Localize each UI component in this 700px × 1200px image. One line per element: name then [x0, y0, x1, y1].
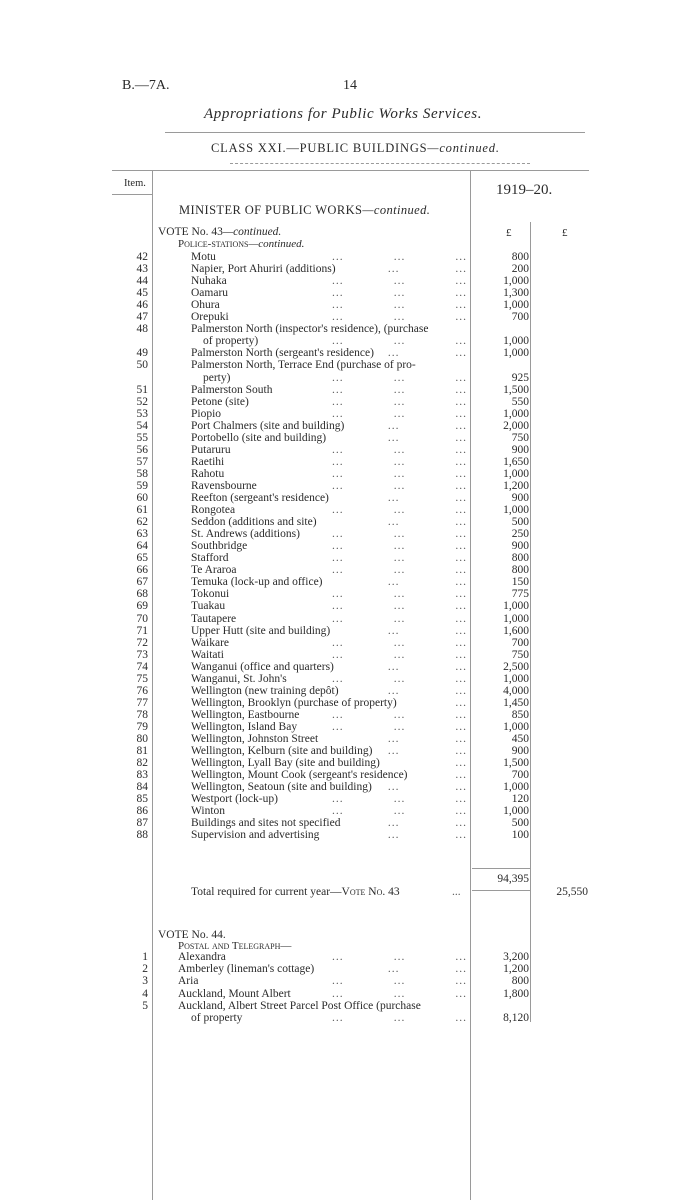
item-description: Oamaru	[191, 287, 229, 300]
total-text: Total required for current year—	[191, 886, 342, 898]
item-description: Rahotu	[191, 467, 225, 480]
dot-leader: ... ...	[387, 745, 467, 758]
item-number: 64	[136, 540, 148, 553]
dot-leader: ... ... ...	[332, 528, 467, 541]
item-description: Motu	[191, 251, 216, 263]
item-amount: 1,000	[503, 600, 529, 613]
item-amount: 100	[511, 829, 529, 842]
dot-leader: ... ... ...	[332, 564, 467, 577]
dot-leader: ... ... ...	[332, 287, 467, 300]
item-number: 63	[136, 528, 148, 541]
dot-leader: ... ... ...	[332, 504, 467, 517]
item-description: Winton	[191, 805, 226, 818]
item-amount: 750	[511, 648, 529, 661]
year-column-header: 1919–20.	[496, 182, 553, 198]
item-number: 2	[142, 963, 148, 976]
dot-leader: ... ... ...	[332, 467, 467, 480]
dot-leader: ... ... ...	[332, 407, 467, 420]
item-description: Ravensbourne	[191, 479, 257, 492]
vote-43-suffix: —continued.	[222, 226, 282, 238]
item-amount: 775	[511, 588, 529, 601]
dot-leader: ... ...	[387, 684, 467, 697]
item-description: Palmerston North, Terrace End (purchase of pro-	[191, 359, 416, 372]
item-amount: 3,200	[503, 951, 529, 963]
item-number: 80	[136, 733, 148, 745]
ministry-title: MINISTER OF PUBLIC WORKS	[179, 203, 363, 217]
item-description: Piopio	[191, 407, 222, 420]
item-amount: 1,800	[503, 987, 529, 1000]
vote-44-heading: VOTE No. 44.	[158, 929, 226, 941]
item-number: 45	[136, 287, 148, 300]
ministry-suffix: —continued.	[362, 203, 431, 217]
item-amount: 450	[511, 733, 529, 745]
dot-leader: ... ... ...	[332, 335, 467, 348]
item-amount: 850	[511, 708, 529, 721]
item-description: Wanganui (office and quarters)	[191, 660, 334, 673]
item-header-rule	[112, 194, 152, 195]
vote-43-category-suffix: —continued.	[248, 238, 305, 250]
item-number: 69	[136, 600, 148, 613]
item-amount: 900	[511, 540, 529, 553]
item-amount: 1,500	[503, 383, 529, 396]
item-description: Port Chalmers (site and building)	[191, 419, 345, 432]
item-amount: 700	[511, 769, 529, 782]
item-number: 61	[136, 504, 148, 517]
item-description: Wanganui, St. John's	[191, 672, 287, 685]
item-amount: 250	[511, 528, 529, 541]
dot-leader: ... ... ...	[332, 1012, 467, 1024]
currency-column-2: £	[562, 227, 568, 239]
item-amount: 700	[511, 636, 529, 649]
item-amount: 700	[511, 311, 529, 324]
item-description: Rongotea	[191, 504, 236, 517]
vote-43-total-label	[191, 886, 400, 898]
item-number: 71	[136, 624, 148, 637]
item-number: 55	[136, 431, 148, 444]
item-description: Wellington, Seatoun (site and building)	[191, 781, 372, 794]
item-number: 62	[136, 516, 148, 529]
item-number: 46	[136, 299, 148, 312]
item-number: 43	[136, 263, 148, 276]
dot-leader: ... ... ...	[332, 371, 467, 384]
item-column-header: Item.	[124, 178, 146, 189]
item-description: Tuakau	[191, 600, 226, 613]
dot-leader: ... ... ...	[332, 311, 467, 324]
item-description: Waikare	[191, 636, 230, 649]
item-amount: 1,000	[503, 407, 529, 420]
item-number: 56	[136, 443, 148, 456]
item-amount: 500	[511, 817, 529, 830]
item-number: 84	[136, 781, 148, 794]
item-amount: 1,000	[503, 672, 529, 685]
item-description: perty)	[203, 371, 231, 384]
class-title: CLASS XXI.—PUBLIC BUILDINGS	[211, 141, 428, 155]
page-number: 14	[343, 78, 357, 93]
item-number: 3	[142, 975, 148, 988]
item-amount: 1,000	[503, 335, 529, 348]
amount-column-right-rule	[530, 222, 531, 1022]
item-number: 83	[136, 769, 148, 782]
item-amount: 900	[511, 492, 529, 504]
item-description: Westport (lock-up)	[191, 793, 278, 806]
vote-43-subtotal: 94,395	[497, 873, 529, 885]
table-top-rule	[112, 170, 589, 171]
item-number: 42	[136, 251, 148, 263]
item-description: Raetihi	[191, 455, 225, 468]
dot-leader: ... ...	[387, 963, 467, 976]
dot-leader: ... ... ...	[332, 540, 467, 553]
item-number: 68	[136, 588, 148, 601]
item-number: 88	[136, 829, 148, 842]
item-description: Wellington, Island Bay	[191, 720, 298, 733]
item-description: Seddon (additions and site)	[191, 516, 317, 529]
item-description: Orepuki	[191, 311, 229, 324]
item-description: Reefton (sergeant's residence)	[191, 492, 329, 504]
currency-column-1: £	[506, 227, 512, 239]
item-number: 75	[136, 672, 148, 685]
class-suffix: —continued.	[427, 141, 500, 155]
dot-leader: ... ... ...	[332, 793, 467, 806]
dot-leader: ... ... ...	[332, 720, 467, 733]
item-amount: 1,000	[503, 612, 529, 625]
dot-leader: ...	[455, 757, 467, 770]
item-amount: 1,000	[503, 299, 529, 312]
item-number: 74	[136, 660, 148, 673]
dot-leader: ... ... ...	[332, 552, 467, 565]
item-column-rule	[152, 170, 153, 1200]
dot-leader: ... ...	[387, 347, 467, 360]
dot-leader: ... ... ...	[332, 612, 467, 625]
item-amount: 925	[511, 371, 529, 384]
item-description: of property)	[203, 335, 259, 348]
item-description: Palmerston North (sergeant's residence)	[191, 347, 374, 360]
item-number: 54	[136, 419, 148, 432]
amount-column-left-rule	[470, 170, 471, 1200]
class-heading	[211, 141, 500, 156]
dot-leader: ... ... ...	[332, 951, 467, 963]
title-rule	[165, 132, 585, 133]
dot-leader: ... ...	[387, 431, 467, 444]
dot-leader: ... ... ...	[332, 672, 467, 685]
dot-leader: ... ...	[387, 781, 467, 794]
item-amount: 900	[511, 443, 529, 456]
page-title: Appropriations for Public Works Services.	[204, 106, 483, 122]
item-number: 59	[136, 479, 148, 492]
dot-leader: ... ...	[387, 516, 467, 529]
item-description: Palmerston North (inspector's residence), (purchase	[191, 323, 429, 336]
vote-43-heading	[158, 226, 281, 238]
dot-leader: ... ... ...	[332, 975, 467, 988]
item-number: 4	[142, 987, 148, 1000]
dot-leader: ... ... ...	[332, 299, 467, 312]
item-number: 5	[142, 999, 148, 1012]
dot-leader: ...	[455, 769, 467, 782]
vote-43-total: 25,550	[556, 886, 588, 898]
item-amount: 1,000	[503, 805, 529, 818]
item-description: Putaruru	[191, 443, 231, 456]
item-description: Wellington, Brooklyn (purchase of property)	[191, 696, 397, 709]
dot-leader: ... ...	[387, 492, 467, 504]
vote-43-category-label: Police-stations	[178, 238, 249, 250]
item-number: 70	[136, 612, 148, 625]
item-number: 66	[136, 564, 148, 577]
item-number: 58	[136, 467, 148, 480]
dot-leader: ... ... ...	[332, 251, 467, 263]
item-description: St. Andrews (additions)	[191, 528, 300, 541]
dot-leader: ... ... ...	[332, 455, 467, 468]
item-number: 1	[142, 951, 148, 963]
total-vote-text: Vote No. 43	[341, 886, 400, 898]
dot-leader: ... ...	[387, 817, 467, 830]
item-amount: 1,200	[503, 963, 529, 976]
item-description: Nuhaka	[191, 275, 227, 288]
ministry-heading	[179, 203, 430, 218]
subtotal-top-rule	[472, 868, 530, 869]
item-description: Amberley (lineman's cottage)	[178, 963, 315, 976]
item-amount: 1,300	[503, 287, 529, 300]
item-description: Tokonui	[191, 588, 230, 601]
item-description: Waitati	[191, 648, 224, 661]
item-number: 73	[136, 648, 148, 661]
item-amount: 1,650	[503, 455, 529, 468]
item-number: 51	[136, 383, 148, 396]
item-description: Portobello (site and building)	[191, 431, 327, 444]
item-number: 81	[136, 745, 148, 758]
item-description: Buildings and sites not specified	[191, 817, 341, 830]
item-number: 72	[136, 636, 148, 649]
item-amount: 800	[511, 975, 529, 988]
vote-43-label: VOTE No. 43	[158, 226, 223, 238]
item-amount: 550	[511, 395, 529, 408]
item-amount: 1,000	[503, 720, 529, 733]
dot-leader: ... ... ...	[332, 588, 467, 601]
item-number: 50	[136, 359, 148, 372]
subtotal-bottom-rule	[472, 890, 530, 891]
item-description: Southbridge	[191, 540, 248, 553]
item-amount: 2,500	[503, 660, 529, 673]
item-amount: 120	[511, 793, 529, 806]
dot-leader: ... ... ...	[332, 383, 467, 396]
vote-44-category: Postal and Telegraph—	[178, 940, 292, 952]
item-description: Aria	[178, 975, 199, 988]
item-number: 82	[136, 757, 148, 770]
item-number: 52	[136, 395, 148, 408]
item-amount: 1,000	[503, 275, 529, 288]
item-number: 77	[136, 696, 148, 709]
item-description: Stafford	[191, 552, 229, 565]
item-amount: 500	[511, 516, 529, 529]
item-description: Upper Hutt (site and building)	[191, 624, 331, 637]
item-description: Wellington (new training depôt)	[191, 684, 339, 697]
dot-leader: ... ... ...	[332, 479, 467, 492]
item-description: Temuka (lock-up and office)	[191, 576, 323, 589]
dot-leader: ...	[455, 696, 467, 709]
dot-leader: ... ... ...	[332, 636, 467, 649]
dot-leader: ... ...	[387, 829, 467, 842]
item-amount: 8,120	[503, 1012, 529, 1024]
item-description: of property	[191, 1012, 243, 1024]
item-amount: 2,000	[503, 419, 529, 432]
item-number: 76	[136, 684, 148, 697]
dot-leader: ... ...	[387, 419, 467, 432]
item-number: 47	[136, 311, 148, 324]
item-description: Tautapere	[191, 612, 237, 625]
item-amount: 1,450	[503, 696, 529, 709]
item-number: 85	[136, 793, 148, 806]
item-amount: 4,000	[503, 684, 529, 697]
dot-leader: ... ... ...	[332, 275, 467, 288]
item-amount: 1,500	[503, 757, 529, 770]
item-description: Ohura	[191, 299, 220, 312]
report-reference: B.—7A.	[122, 78, 170, 93]
item-description: Te Araroa	[191, 564, 237, 577]
item-amount: 1,600	[503, 624, 529, 637]
item-number: 79	[136, 720, 148, 733]
dot-leader: ... ... ...	[332, 805, 467, 818]
item-amount: 1,000	[503, 504, 529, 517]
item-description: Wellington, Lyall Bay (site and building)	[191, 757, 380, 770]
item-number: 49	[136, 347, 148, 360]
item-amount: 150	[511, 576, 529, 589]
item-number: 48	[136, 323, 148, 336]
dot-leader: ... ... ...	[332, 600, 467, 613]
item-description: Palmerston South	[191, 383, 273, 396]
item-description: Supervision and advertising	[191, 829, 320, 842]
dot-leader: ... ...	[387, 624, 467, 637]
item-description: Wellington, Johnston Street	[191, 733, 319, 745]
item-number: 60	[136, 492, 148, 504]
item-amount: 1,200	[503, 479, 529, 492]
dot-leader: ... ... ...	[332, 987, 467, 1000]
item-description: Petone (site)	[191, 395, 249, 408]
item-amount: 750	[511, 431, 529, 444]
vote-43-category	[178, 238, 304, 250]
item-number: 53	[136, 407, 148, 420]
item-description: Wellington, Mount Cook (sergeant's residence)	[191, 769, 408, 782]
class-rule	[230, 163, 530, 164]
item-number: 87	[136, 817, 148, 830]
item-amount: 1,000	[503, 467, 529, 480]
item-description: Wellington, Kelburn (site and building)	[191, 745, 373, 758]
dot-leader: ... ...	[387, 733, 467, 745]
item-description: Auckland, Mount Albert	[178, 987, 291, 1000]
item-amount: 800	[511, 552, 529, 565]
dot-leader: ... ...	[387, 263, 467, 276]
item-number: 57	[136, 455, 148, 468]
item-amount: 200	[511, 263, 529, 276]
dot-leader: ... ...	[387, 660, 467, 673]
item-amount: 800	[511, 251, 529, 263]
item-number: 67	[136, 576, 148, 589]
item-description: Auckland, Albert Street Parcel Post Office (purchase	[178, 999, 421, 1012]
item-amount: 1,000	[503, 347, 529, 360]
item-number: 78	[136, 708, 148, 721]
item-description: Napier, Port Ahuriri (additions)	[191, 263, 336, 276]
item-amount: 1,000	[503, 781, 529, 794]
dot-leader: ... ... ...	[332, 395, 467, 408]
total-dots: ...	[452, 886, 461, 898]
item-number: 65	[136, 552, 148, 565]
dot-leader: ... ... ...	[332, 708, 467, 721]
item-amount: 800	[511, 564, 529, 577]
dot-leader: ... ...	[387, 576, 467, 589]
item-number: 44	[136, 275, 148, 288]
dot-leader: ... ... ...	[332, 443, 467, 456]
item-amount: 900	[511, 745, 529, 758]
item-description: Wellington, Eastbourne	[191, 708, 300, 721]
dot-leader: ... ... ...	[332, 648, 467, 661]
item-number: 86	[136, 805, 148, 818]
item-description: Alexandra	[178, 951, 226, 963]
